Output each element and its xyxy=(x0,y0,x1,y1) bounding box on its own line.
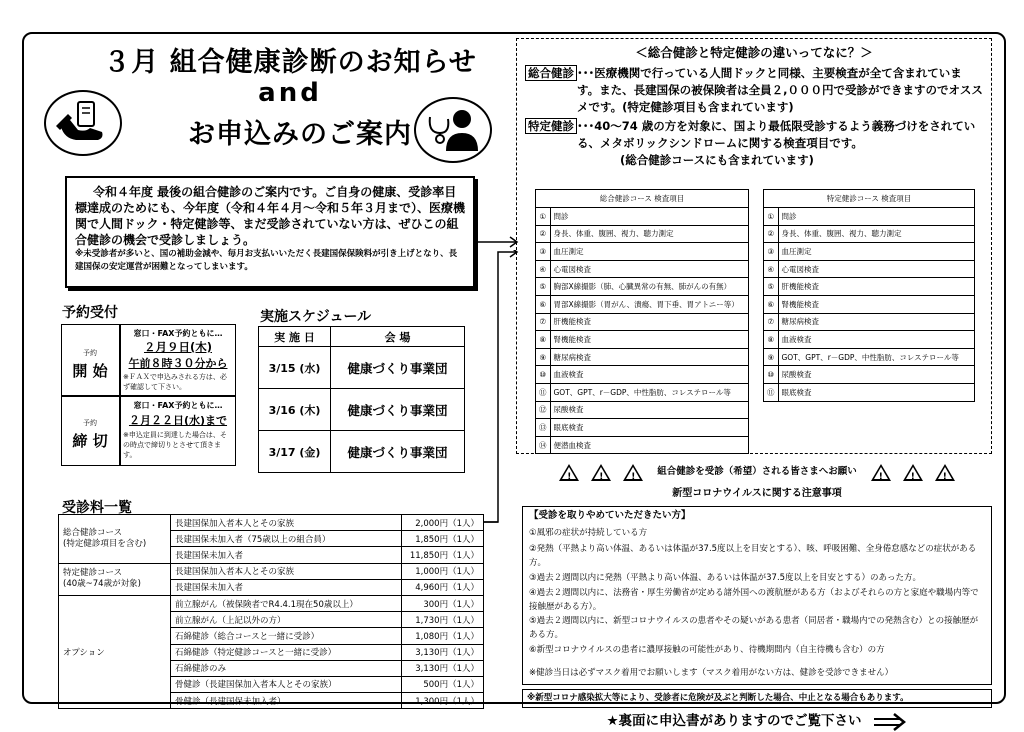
table-row: ⑧ 血液検査 xyxy=(764,331,975,349)
table-row: ② 身長、体重、腹囲、視力、聴力測定 xyxy=(536,225,749,243)
schedule-row: 3/15 (水) 健康づくり事業団 xyxy=(259,347,465,389)
stop-note: ※新型コロナ感染拡大等により、受診者に危険が及ぶと判断した場合、中止となる場合もあります。 xyxy=(522,689,992,708)
difference-heading: ＜総合健診と特定健診の違いってなに？＞ xyxy=(635,45,873,60)
table-row: ⑥ 腎機能検査 xyxy=(764,295,975,313)
page-subtitle: お申込みのご案内 xyxy=(188,119,412,150)
warning-icon: ! xyxy=(591,464,611,481)
warning-icon: ! xyxy=(903,464,923,481)
covid-title1: 組合健診を受診（希望）される皆さまへお願い xyxy=(657,465,857,477)
title-and: and xyxy=(258,78,322,108)
schedule-heading: 実施スケジュール xyxy=(260,309,372,325)
table-row: ④ 心電図検査 xyxy=(764,260,975,278)
tokutei-tag: 特定健診 xyxy=(525,118,577,134)
sogo-tag: 総合健診 xyxy=(525,65,577,81)
sogo-items-table xyxy=(535,189,749,454)
warning-icon: ! xyxy=(871,464,891,481)
warning-icon: ! xyxy=(623,464,643,481)
list-item: ⑤過去２週間以内に、新型コロナウイルスの患者やその疑いがある患者（同居者・職場内での発熱含む）との接触歴がある方。 xyxy=(529,616,979,641)
list-item: ⑥新型コロナウイルスの患者に濃厚接触の可能性があり、待機期間内（自主待機も含む）の方 xyxy=(529,645,885,656)
fees-group-name: 総合健診コース (特定健診項目を含む) xyxy=(59,515,171,564)
close-line1: 窓口・FAX予約ともに… xyxy=(133,401,223,410)
table-row: 特定健診コース (40歳~74歳が対象) 長建国保加入者本人とその家族 1,000円（1人） xyxy=(59,563,484,579)
table-row: 長建国保未加入者 4,960円（1人） xyxy=(59,579,484,595)
double-arrow-right-icon xyxy=(872,712,908,732)
tokutei-note: (総合健診コースにも含まれています) xyxy=(620,153,814,167)
table-row: 前立腺がん（上記以外の方） 1,730円（1人） xyxy=(59,612,484,628)
table-row: ⑩ 尿酸検査 xyxy=(764,366,975,384)
schedule-col-date: 実 施 日 xyxy=(259,327,331,347)
tokutei-items-header: 特定健診コース 検査項目 xyxy=(764,190,975,208)
sogo-explanation xyxy=(525,65,983,116)
list-item: ①風邪の症状が持続している方 xyxy=(529,527,648,538)
table-row: ⑥ 胃部X線撮影（胃がん、潰瘍、胃下垂、胃アトニー等） xyxy=(536,295,749,313)
warning-icon: ! xyxy=(559,464,579,481)
table-row: ⑨ 糖尿病検査 xyxy=(536,348,749,366)
page-title: ３月 組合健康診断のお知らせ xyxy=(103,47,477,78)
mask-note: ※健診当日は必ずマスク着用でお願いします（マスク着用がない方は、健診を受診できません） xyxy=(529,668,894,679)
close-date: ２月２２日(水)まで xyxy=(128,414,228,427)
fees-group-name: オプション xyxy=(59,595,171,708)
open-time: 午前８時３０分から xyxy=(128,357,228,370)
table-row: ⑩ 血液検査 xyxy=(536,366,749,384)
table-row: 総合健診コース (特定健診項目を含む) 長建国保加入者本人とその家族 2,000円（1人） xyxy=(59,515,484,531)
close-label: 締 切 xyxy=(72,432,108,450)
reservation-heading: 予約受付 xyxy=(62,305,118,321)
covid-box xyxy=(522,506,992,685)
schedule-row: 3/16 (木) 健康づくり事業団 xyxy=(259,389,465,431)
fees-heading: 受診料一覧 xyxy=(62,500,132,516)
intro-notice xyxy=(65,176,475,288)
table-row: 骨健診（長建国保加入者本人とその家族） 500円（1人） xyxy=(59,676,484,692)
warning-icon: ! xyxy=(935,464,955,481)
difference-box xyxy=(516,38,992,454)
open-small: 予約 xyxy=(83,349,97,357)
sogo-items-header: 総合健診コース 検査項目 xyxy=(536,190,749,208)
table-row: ⑨ GOT、GPT、r－GDP、中性脂肪、コレステロール等 xyxy=(764,348,975,366)
table-row: 長建国保未加入者 11,850円（1人） xyxy=(59,547,484,563)
table-row: ③ 血圧測定 xyxy=(536,243,749,261)
back-page-note: ★裏面に申込書がありますのでご覧下さい xyxy=(606,713,862,730)
list-item: ③過去２週間以内に発熱（平熱より高い体温、あるいは体温が37.5度以上を目安とする）のあった方。 xyxy=(529,572,921,583)
table-row: ⑭ 便潜血検査 xyxy=(536,436,749,454)
table-row: オプション 前立腺がん（被保険者でR4.4.1現在50歳以上） 300円（1人） xyxy=(59,595,484,611)
table-row: ⑤ 肝機能検査 xyxy=(764,278,975,296)
table-row: 長建国保未加入者（75歳以上の組合員） 1,850円（1人） xyxy=(59,531,484,547)
table-row: ② 身長、体重、腹囲、視力、聴力測定 xyxy=(764,225,975,243)
fees-table xyxy=(58,514,484,709)
table-row: ⑦ 肝機能検査 xyxy=(536,313,749,331)
table-row: ① 問診 xyxy=(764,208,975,226)
table-row: ③ 血圧測定 xyxy=(764,243,975,261)
open-note: ※ＦＡＸで申込みされる方は、必ず確認して下さい。 xyxy=(123,373,227,391)
intro-note: ※未受診者が多いと、国の補助金減や、毎月お支払いいただく長建国保保険料が引き上げとなり、長建国保の安定運営が困難となってしまいます。 xyxy=(75,249,458,272)
schedule-table xyxy=(258,326,465,473)
tokutei-items-table xyxy=(763,189,975,402)
list-item: ②発熱（平熱より高い体温、あるいは体温が37.5度以上を目安とする）、咳、呼吸困難、全身倦怠感などの症状がある方。 xyxy=(529,543,977,568)
table-row: ⑬ 眼底検査 xyxy=(536,419,749,437)
intro-text: 令和４年度 最後の組合健診のご案内です。ご自身の健康、受診率目標達成のためにも、今年度（令和４年４月～令和５年３月まで）、医療機関で人間ドック・特定健診等、まだ受診されていない方は、ぜひこの組合健診の機会で受診しましょう。 xyxy=(75,185,466,247)
table-row: ⑧ 腎機能検査 xyxy=(536,331,749,349)
list-item: ④過去２週間以内に、法務省・厚生労働省が定める諸外国への渡航歴がある方（およびそれらの方と家庭や職場内等で接触歴がある方）。 xyxy=(529,588,979,613)
open-date: ２月９日(木) xyxy=(143,340,212,354)
open-line1: 窓口・FAX予約ともに… xyxy=(133,329,223,338)
table-row: ⑫ 尿酸検査 xyxy=(536,401,749,419)
table-row: ⑦ 糖尿病検査 xyxy=(764,313,975,331)
table-row: ⑪ GOT、GPT、r－GDP、中性脂肪、コレステロール等 xyxy=(536,383,749,401)
phone-reservation-icon xyxy=(44,90,122,156)
table-row: 骨健診（長建国保未加入者） 1,300円（1人） xyxy=(59,693,484,709)
table-row: ④ 心電図検査 xyxy=(536,260,749,278)
open-label: 開 始 xyxy=(72,362,108,380)
tokutei-text: ･･･40～74 歳の方を対象に、国より最低限受診するよう義務づけをされている、メタボリックシンドロームに関する検査項目です。 xyxy=(577,119,976,150)
table-row: ⑪ 眼底検査 xyxy=(764,383,975,401)
table-row: ① 問診 xyxy=(536,208,749,226)
close-note: ※申込定員に到達した場合は、その時点で締切りとさせて頂きます。 xyxy=(123,431,227,459)
table-row: ⑤ 胸部X線撮影（肺、心臓異常の有無、肺がんの有無） xyxy=(536,278,749,296)
table-row: 石綿健診（総合コースと一緒に受診） 1,080円（1人） xyxy=(59,628,484,644)
tokutei-explanation xyxy=(525,118,983,152)
covid-notice xyxy=(522,460,992,732)
schedule-col-venue: 会 場 xyxy=(331,327,465,347)
close-small: 予約 xyxy=(83,419,97,427)
doctor-stethoscope-icon xyxy=(414,97,492,163)
table-row: 石綿健診（特定健診コースと一緒に受診） 3,130円（1人） xyxy=(59,644,484,660)
schedule-row: 3/17 (金) 健康づくり事業団 xyxy=(259,431,465,473)
table-row: 石綿健診のみ 3,130円（1人） xyxy=(59,660,484,676)
covid-title2: 新型コロナウイルスに関する注意事項 xyxy=(672,488,842,499)
fees-group-name: 特定健診コース (40歳~74歳が対象) xyxy=(59,563,171,595)
sogo-text: ･･･医療機関で行っている人間ドックと同様、主要検査が全て含まれています。また、長建国保の被保険者は全員２,０００円で受診ができますのでオススメです。(特定健診項目も含まれています) xyxy=(577,66,983,114)
reservation-table xyxy=(61,324,236,466)
covid-box-heading: 【受診を取りやめていただきたい方】 xyxy=(529,510,691,521)
